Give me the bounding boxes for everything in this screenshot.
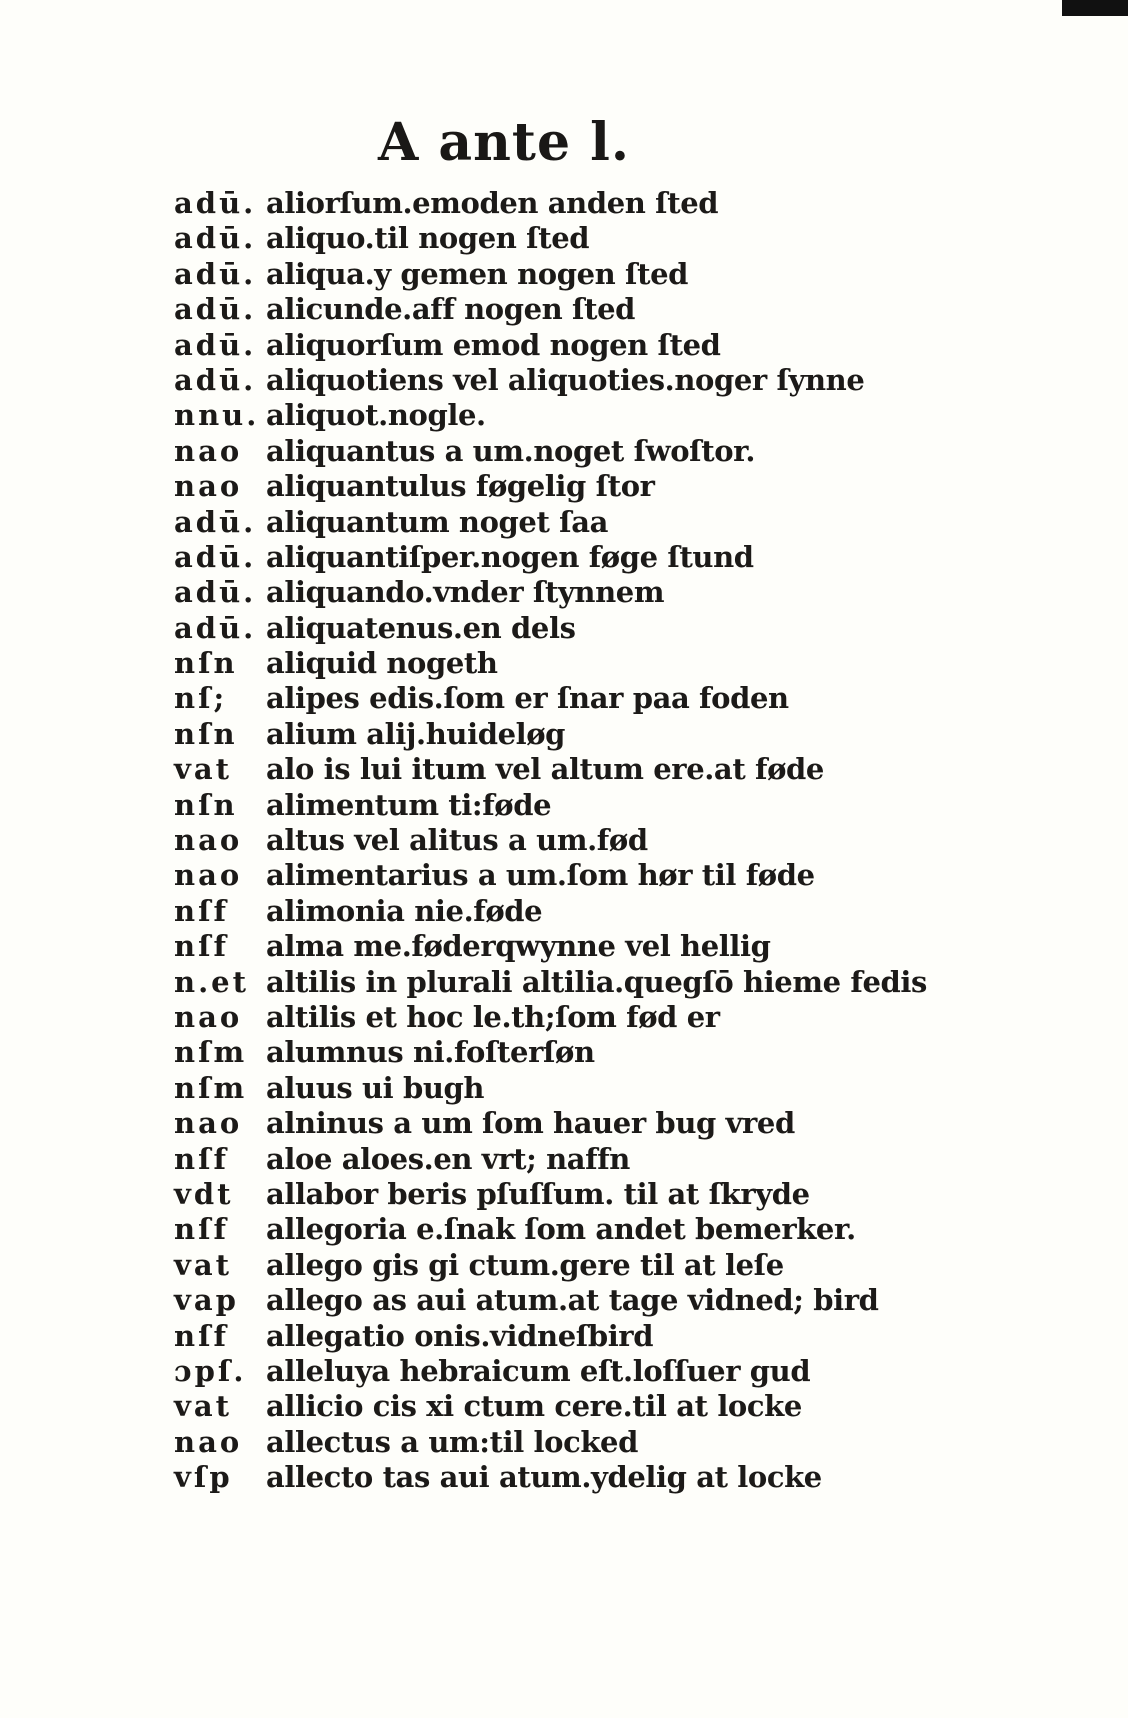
- scan-edge-bar: [1062, 0, 1128, 16]
- entry-text: allego gis gi ctum.gere til at leſe: [266, 1247, 784, 1282]
- grammar-abbreviation: vap: [174, 1283, 239, 1318]
- dictionary-entry: [174, 1177, 954, 1212]
- entry-text: aliquid nogeth: [266, 646, 498, 681]
- dictionary-entry: [174, 292, 954, 327]
- grammar-abbreviation: nſm: [174, 1035, 248, 1070]
- entry-text: alo is lui itum vel altum ere.at føde: [266, 752, 824, 787]
- grammar-abbreviation: adū.: [174, 327, 257, 362]
- entry-text: alicunde.aff nogen ſted: [266, 292, 636, 327]
- grammar-abbreviation: vat: [174, 1389, 233, 1424]
- dictionary-entry: [174, 1106, 954, 1141]
- entry-text: alninus a um ſom hauer bug vred: [266, 1106, 795, 1141]
- entry-text: alimentarius a um.ſom hør til føde: [266, 858, 815, 893]
- dictionary-entry: [174, 1212, 954, 1247]
- dictionary-entry: [174, 788, 954, 823]
- grammar-abbreviation: nao: [174, 1424, 243, 1459]
- dictionary-entry: [174, 221, 954, 256]
- entry-text: alimonia nie.føde: [266, 893, 543, 928]
- dictionary-entry: [174, 540, 954, 575]
- grammar-abbreviation: nſf: [174, 893, 230, 928]
- grammar-abbreviation: adū.: [174, 504, 257, 539]
- entry-text: aliqua.y gemen nogen ſted: [266, 256, 688, 291]
- entry-text: aluus ui bugh: [266, 1070, 485, 1105]
- dictionary-entry: [174, 1425, 954, 1460]
- entry-text: allegatio onis.vidneſbird: [266, 1318, 654, 1353]
- entry-text: alma me.føderqwynne vel hellig: [266, 929, 771, 964]
- entry-text: aliquotiens vel aliquoties.noger ſynne: [266, 362, 865, 397]
- grammar-abbreviation: n.et: [174, 964, 250, 999]
- grammar-abbreviation: ɔpſ.: [174, 1353, 247, 1388]
- dictionary-entry: [174, 965, 954, 1000]
- dictionary-entry: [174, 1248, 954, 1283]
- grammar-abbreviation: nao: [174, 999, 243, 1034]
- entry-text: allectus a um:til locked: [266, 1424, 638, 1459]
- entry-text: aliquantum noget ſaa: [266, 504, 609, 539]
- dictionary-entry: [174, 257, 954, 292]
- entry-text: alipes edis.ſom er ſnar paa foden: [266, 681, 789, 716]
- grammar-abbreviation: adū.: [174, 575, 257, 610]
- entry-text: aloe aloes.en vrt; naffn: [266, 1141, 630, 1176]
- grammar-abbreviation: nſf: [174, 1212, 230, 1247]
- dictionary-entry: [174, 1035, 954, 1070]
- dictionary-entry: [174, 186, 954, 221]
- dictionary-entry: [174, 1389, 954, 1424]
- entry-text: alimentum ti:føde: [266, 787, 552, 822]
- entry-text: altilis in plurali altilia.quegſō hieme fedis: [266, 964, 927, 999]
- grammar-abbreviation: nſm: [174, 1070, 248, 1105]
- entry-text: aliquot.nogle.: [266, 398, 486, 433]
- page-heading: A ante l.: [377, 112, 630, 173]
- entry-text: altilis et hoc le.th;ſom fød er: [266, 999, 720, 1034]
- grammar-abbreviation: adū.: [174, 362, 257, 397]
- grammar-abbreviation: nao: [174, 823, 243, 858]
- dictionary-entry: [174, 858, 954, 893]
- dictionary-entry: [174, 328, 954, 363]
- grammar-abbreviation: adū.: [174, 256, 257, 291]
- grammar-abbreviation: nnu.: [174, 398, 260, 433]
- entry-text: aliquantus a um.noget ſwoſtor.: [266, 433, 756, 468]
- dictionary-entry: [174, 681, 954, 716]
- dictionary-entry: [174, 505, 954, 540]
- dictionary-entry: [174, 1000, 954, 1035]
- grammar-abbreviation: nao: [174, 858, 243, 893]
- dictionary-entry: [174, 1319, 954, 1354]
- dictionary-entry: [174, 434, 954, 469]
- grammar-abbreviation: nſf: [174, 929, 230, 964]
- entry-text: aliquantiſper.nogen føge ſtund: [266, 539, 754, 574]
- entry-text: aliquantulus føgelig ſtor: [266, 469, 655, 504]
- entry-text: aliorſum.emoden anden ſted: [266, 186, 719, 220]
- entry-text: allegoria e.ſnak ſom andet bemerker.: [266, 1212, 856, 1247]
- grammar-abbreviation: adū.: [174, 539, 257, 574]
- dictionary-entry: [174, 575, 954, 610]
- grammar-abbreviation: nao: [174, 1106, 243, 1141]
- entry-text: alium alij.huideløg: [266, 716, 566, 751]
- grammar-abbreviation: nſf: [174, 1318, 230, 1353]
- entry-text: allego as aui atum.at tage vidned; bird: [266, 1283, 879, 1318]
- dictionary-entry: [174, 894, 954, 929]
- grammar-abbreviation: nao: [174, 469, 243, 504]
- dictionary-entry: [174, 1460, 954, 1495]
- dictionary-entries: [174, 186, 954, 1495]
- grammar-abbreviation: nſn: [174, 646, 238, 681]
- entry-text: aliquando.vnder ſtynnem: [266, 575, 665, 610]
- entry-text: aliquorſum emod nogen ſted: [266, 327, 721, 362]
- dictionary-entry: [174, 1142, 954, 1177]
- dictionary-entry: [174, 823, 954, 858]
- dictionary-entry: [174, 752, 954, 787]
- dictionary-entry: [174, 717, 954, 752]
- grammar-abbreviation: adū.: [174, 292, 257, 327]
- dictionary-entry: [174, 469, 954, 504]
- dictionary-entry: [174, 1283, 954, 1318]
- entry-text: altus vel alitus a um.fød: [266, 823, 648, 858]
- grammar-abbreviation: nſ;: [174, 681, 228, 716]
- entry-text: allicio cis xi ctum cere.til at locke: [266, 1389, 802, 1424]
- entry-text: aliquatenus.en dels: [266, 610, 576, 645]
- grammar-abbreviation: adū.: [174, 186, 257, 220]
- grammar-abbreviation: nſn: [174, 716, 238, 751]
- entry-text: alumnus ni.foſterſøn: [266, 1035, 595, 1070]
- dictionary-entry: [174, 929, 954, 964]
- grammar-abbreviation: adū.: [174, 610, 257, 645]
- dictionary-entry: [174, 363, 954, 398]
- grammar-abbreviation: vſp: [174, 1460, 233, 1495]
- entry-text: allecto tas aui atum.ydelig at locke: [266, 1460, 822, 1495]
- grammar-abbreviation: vat: [174, 752, 233, 787]
- dictionary-entry: [174, 646, 954, 681]
- entry-text: allabor beris pſuſſum. til at ſkrydе: [266, 1176, 810, 1211]
- dictionary-entry: [174, 611, 954, 646]
- grammar-abbreviation: vat: [174, 1247, 233, 1282]
- grammar-abbreviation: nſf: [174, 1141, 230, 1176]
- entry-text: alleluya hebraicum eſt.loſſuer gud: [266, 1353, 811, 1388]
- grammar-abbreviation: adū.: [174, 221, 257, 256]
- entry-text: aliquo.til nogen ſted: [266, 221, 590, 256]
- grammar-abbreviation: vdt: [174, 1176, 234, 1211]
- dictionary-entry: [174, 398, 954, 433]
- dictionary-entry: [174, 1071, 954, 1106]
- grammar-abbreviation: nſn: [174, 787, 238, 822]
- grammar-abbreviation: nao: [174, 433, 243, 468]
- dictionary-entry: [174, 1354, 954, 1389]
